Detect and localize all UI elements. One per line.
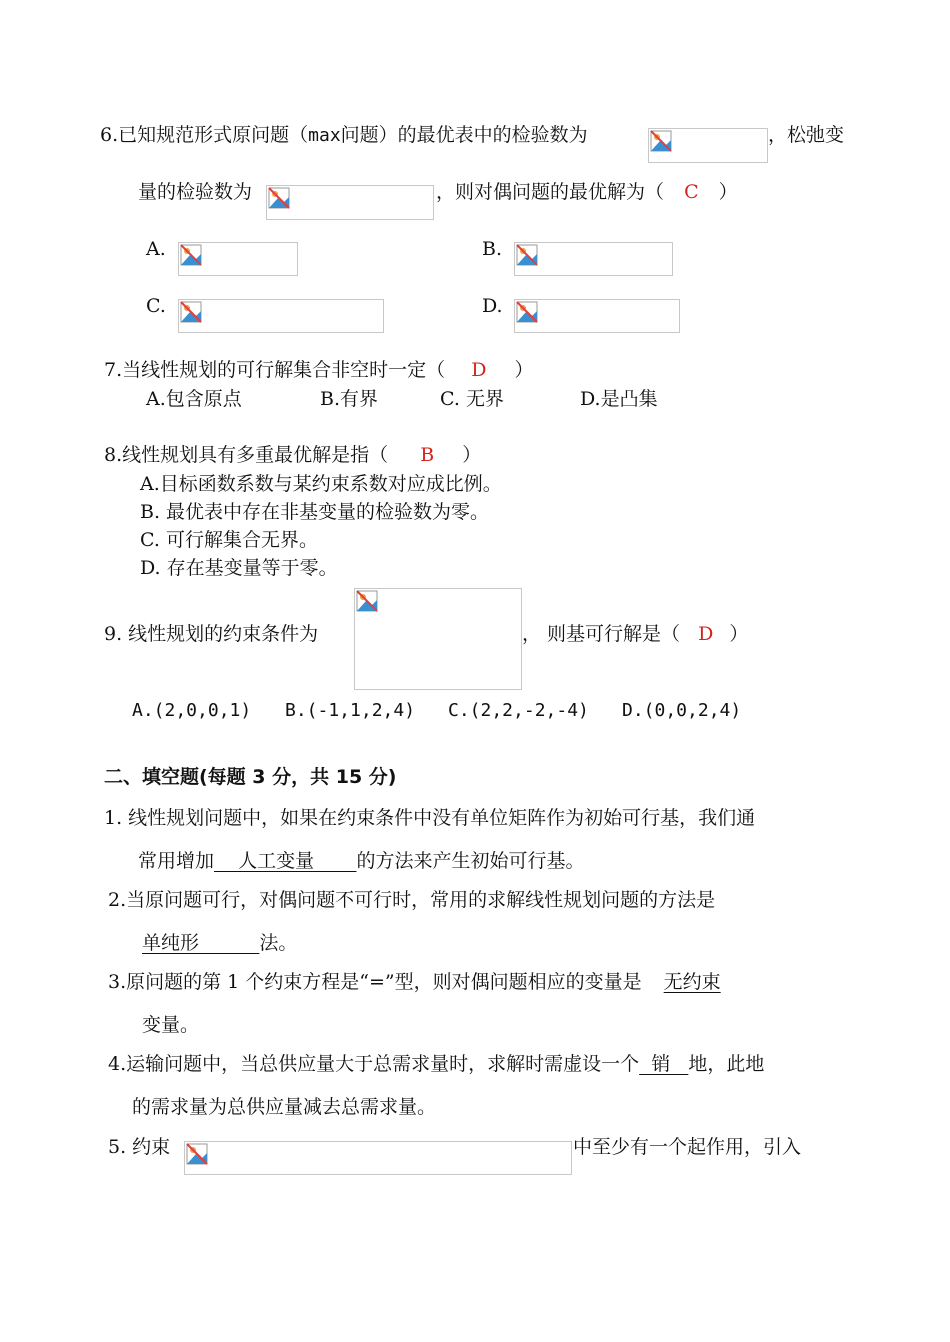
f1-line2-a: 常用增加 <box>138 850 215 872</box>
f4-line2: 的需求量为总供应量减去总需求量。 <box>132 1096 437 1118</box>
q9-option-d: D.(0,0,2,4) <box>622 700 742 721</box>
f1-line1: 1. 线性规划问题中，如果在约束条件中没有单位矩阵作为初始可行基，我们通 <box>104 807 756 829</box>
broken-image-icon <box>356 590 378 612</box>
f3-line1-a: 3.原问题的第 1 个约束方程是“=”型，则对偶问题相应的变量是 <box>108 971 642 993</box>
q9-option-c: C.(2,2,-2,-4) <box>448 700 589 721</box>
q6-line1-a: 6.已知规范形式原问题（ <box>100 124 309 146</box>
q6-option-c-image <box>178 299 384 333</box>
q6-line2-b: ，则对偶问题的最优解为（ <box>436 181 665 203</box>
f5-constraints-image <box>184 1141 572 1175</box>
q6-line2 <box>436 179 738 205</box>
q8-stem: 8.线性规划具有多重最优解是指（ <box>104 444 389 466</box>
q6-line1-b: 问题）的最优表中的检验数为 <box>340 124 588 146</box>
q6-max: max <box>308 125 341 146</box>
q7-option-b: B.有界 <box>320 388 379 410</box>
q7-stem-line <box>104 357 533 383</box>
q6-option-d-label: D. <box>482 295 503 317</box>
q6-option-a-label: A. <box>146 238 166 260</box>
q6-option-c-label: C. <box>146 295 166 317</box>
q9-constraints-image <box>354 588 522 690</box>
q8-close: ） <box>462 444 482 466</box>
q6-option-b-label: B. <box>482 238 503 260</box>
broken-image-icon <box>268 187 290 209</box>
q8-option-d: D. 存在基变量等于零。 <box>140 557 338 579</box>
broken-image-icon <box>516 301 538 323</box>
f3-line2: 变量。 <box>142 1014 200 1036</box>
q8-answer: B <box>420 444 435 466</box>
f1-blank-answer: 人工变量 <box>214 850 357 872</box>
q9-stem-b: ， 则基可行解是（ <box>522 623 681 645</box>
q8-option-c: C. 可行解集合无界。 <box>140 529 318 551</box>
q6-close: ） <box>718 181 738 203</box>
broken-image-icon <box>180 301 202 323</box>
q7-option-a: A.包含原点 <box>146 388 242 410</box>
q9-answer: D <box>698 623 714 645</box>
q9-option-b: B.(-1,1,2,4) <box>285 700 416 721</box>
f1-line2-b: 的方法来产生初始可行基。 <box>356 850 585 872</box>
f4-line1 <box>108 1051 764 1077</box>
q7-answer: D <box>471 359 487 381</box>
f4-line1-b: 地，此地 <box>688 1053 765 1075</box>
f2-blank-answer: 单纯形 <box>142 932 260 954</box>
section2-title: 二、填空题(每题 3 分，共 15 分) <box>104 766 397 788</box>
q6-reduced-costs-image <box>648 128 768 163</box>
q6-option-b-image <box>514 242 673 276</box>
q6-option-d-image <box>514 299 680 333</box>
q8-option-a: A.目标函数系数与某约束系数对应成比例。 <box>140 473 502 495</box>
broken-image-icon <box>516 244 538 266</box>
q7-option-d: D.是凸集 <box>580 388 658 410</box>
q9-close: ） <box>729 623 749 645</box>
q7-close: ） <box>514 359 534 381</box>
q8-option-b: B. 最优表中存在非基变量的检验数为零。 <box>140 501 490 523</box>
q6-line1 <box>100 122 588 149</box>
f1-line2 <box>138 848 584 874</box>
q6-answer: C <box>684 181 699 203</box>
f2-line2-b: 法。 <box>259 932 298 954</box>
q9-stem-b-line <box>522 621 748 647</box>
f3-blank-answer: 无约束 <box>663 971 721 993</box>
q7-stem: 7.当线性规划的可行解集合非空时一定（ <box>104 359 446 381</box>
q6-line1-c: ，松弛变 <box>768 124 845 146</box>
broken-image-icon <box>650 130 672 152</box>
f2-line2 <box>142 930 297 956</box>
q6-slack-reduced-costs-image <box>266 185 434 220</box>
broken-image-icon <box>180 244 202 266</box>
f5-line1-a: 5. 约束 <box>108 1136 171 1158</box>
f3-line1 <box>108 969 721 995</box>
f2-line1: 2.当原问题可行，对偶问题不可行时，常用的求解线性规划问题的方法是 <box>108 889 716 911</box>
f5-line1-b: 中至少有一个起作用，引入 <box>573 1136 802 1158</box>
q6-option-a-image <box>178 242 298 276</box>
q6-line2-a: 量的检验数为 <box>138 181 253 203</box>
q8-stem-line <box>104 442 481 468</box>
q9-stem: 9. 线性规划的约束条件为 <box>104 623 319 645</box>
f4-blank-answer: 销 <box>639 1053 689 1075</box>
f4-line1-a: 4.运输问题中，当总供应量大于总需求量时，求解时需虚设一个 <box>108 1053 640 1075</box>
broken-image-icon <box>186 1143 208 1165</box>
q9-option-a: A.(2,0,0,1) <box>132 700 252 721</box>
q7-option-c: C. 无界 <box>440 388 504 410</box>
